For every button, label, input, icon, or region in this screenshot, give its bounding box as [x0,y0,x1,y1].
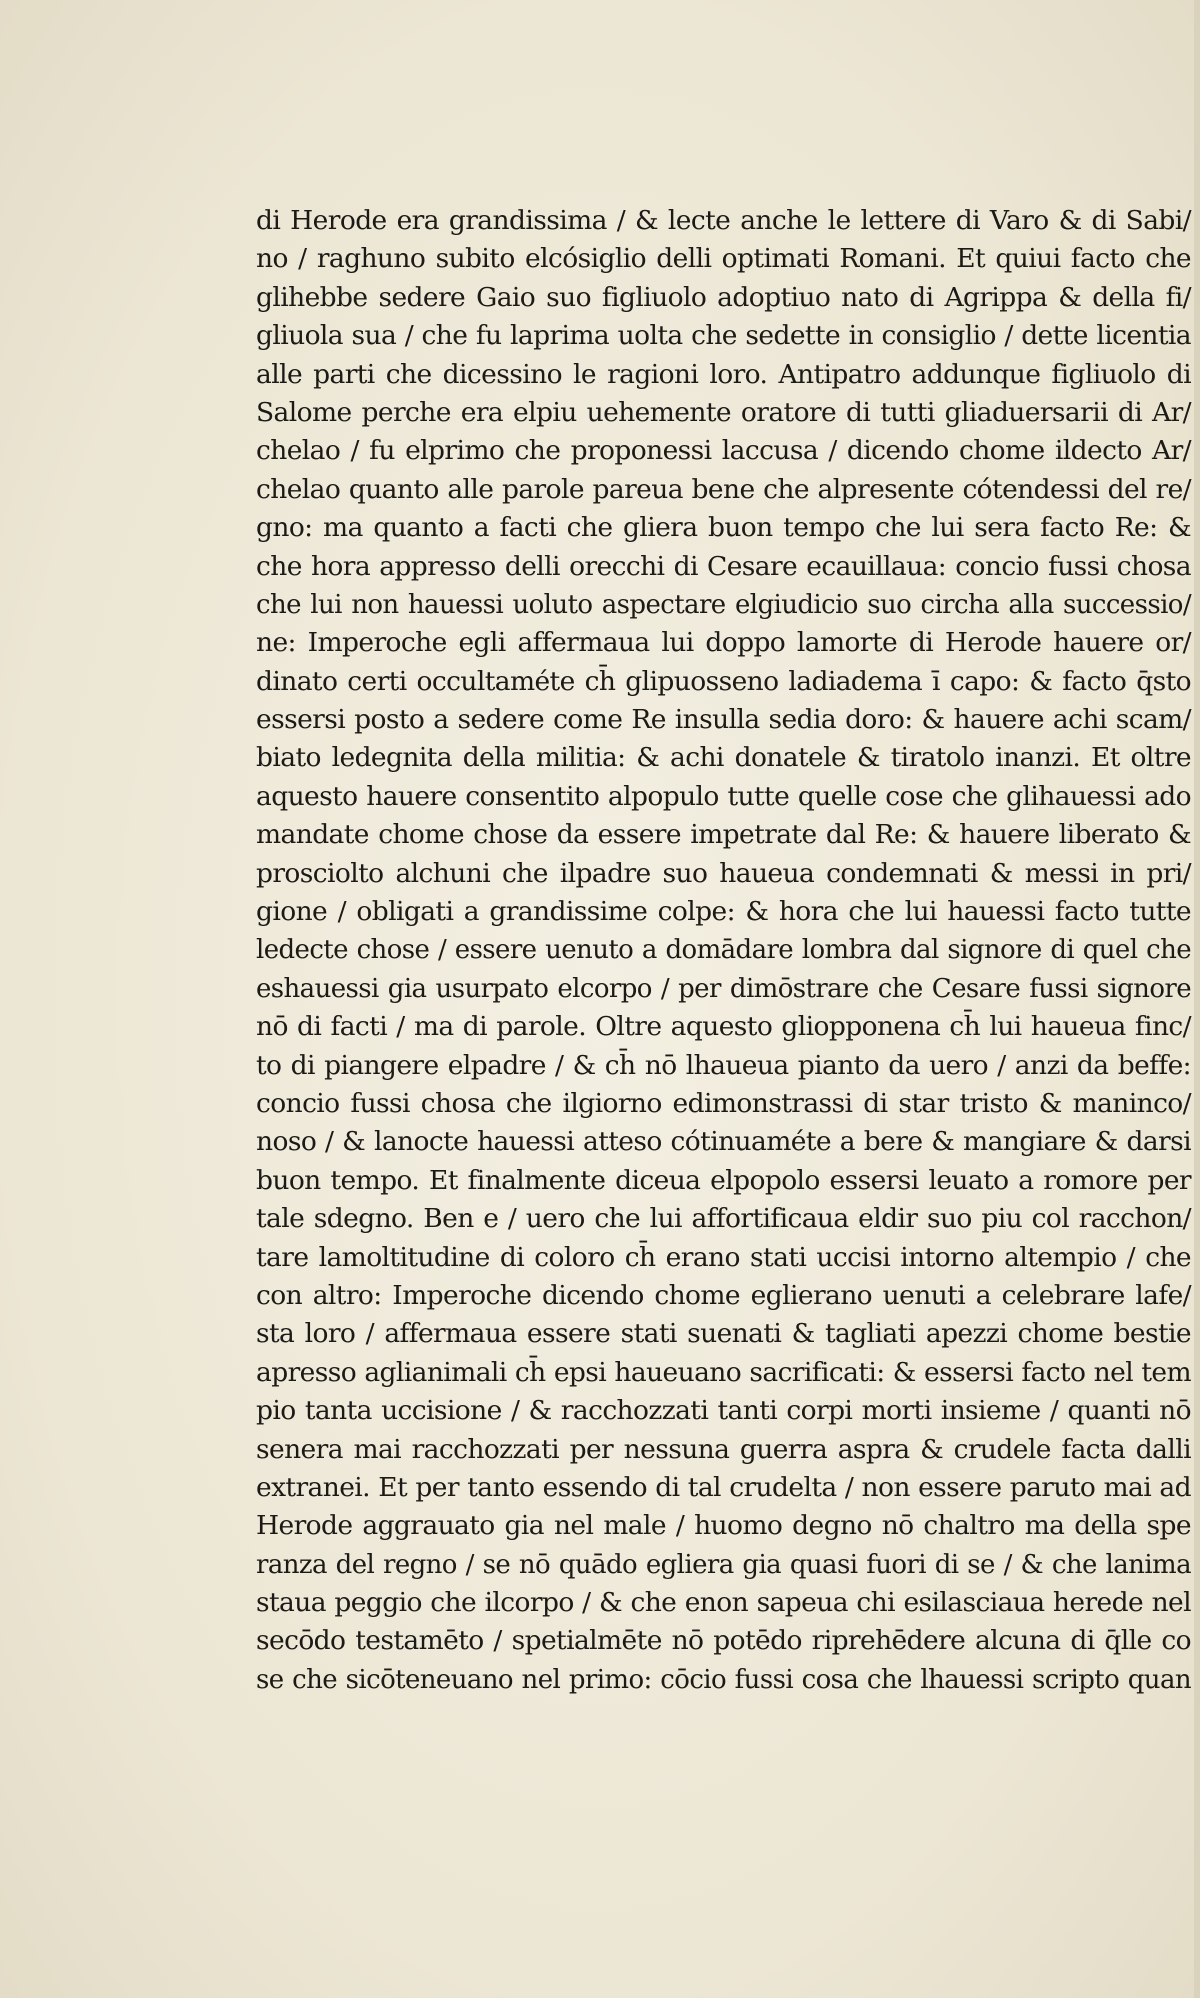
text-line: mandate chome chose da essere impetrate dal Re: & hauere liberato & [256,819,1191,851]
text-line: buon tempo. Et finalmente diceua elpopolo essersi leuato a romore per [256,1164,1191,1196]
text-line: tare lamoltitudine di coloro ch̄ erano stati uccisi intorno altempio / che [256,1241,1191,1273]
page-edge [1194,0,1200,1998]
text-line: concio fussi chosa che ilgiorno edimonstrassi di star tristo & maninco/ [256,1087,1191,1119]
text-line: essersi posto a sedere come Re insulla sedia doro: & hauere achi scam/ [256,704,1191,736]
text-line: staua peggio che ilcorpo / & che enon sapeua chi esilasciaua herede nel [256,1587,1191,1619]
text-line: pio tanta uccisione / & racchozzati tanti corpi morti insieme / quanti nō [256,1395,1191,1427]
text-line: sta loro / affermaua essere stati suenati & tagliati apezzi chome bestie [256,1318,1191,1350]
text-line: gno: ma quanto a facti che gliera buon tempo che lui sera facto Re: & [256,512,1191,544]
text-line: aquesto hauere consentito alpopulo tutte quelle cose che glihauessi ado [256,780,1191,812]
text-line: che lui non hauessi uoluto aspectare elgiudicio suo circha alla successio/ [256,589,1191,620]
text-line: prosciolto alchuni che ilpadre suo haueua condemnati & messi in pri/ [256,857,1191,889]
text-line: chelao / fu elprimo che proponessi laccusa / dicendo chome ildecto Ar/ [256,435,1191,467]
text-line: gliuola sua / che fu laprima uolta che sedette in consiglio / dette licentia [256,320,1191,352]
text-line: ne: Imperoche egli affermaua lui doppo lamorte di Herode hauere or/ [256,627,1191,659]
text-line: gione / obligati a grandissime colpe: & hora che lui hauessi facto tutte [256,896,1191,928]
text-column [256,202,1191,1699]
text-line: ledecte chose / essere uenuto a domādare lombra dal signore di quel che [256,935,1191,966]
text-line: Herode aggrauato gia nel male / huomo degno nō chaltro ma della spe [256,1510,1191,1542]
text-line: alle parti che dicessino le ragioni loro. Antipatro addunque figliuolo di [256,358,1191,390]
text-line: apresso aglianimali ch̄ epsi haueuano sacrificati: & essersi facto nel tem [256,1356,1191,1388]
text-line: nō di facti / ma di parole. Oltre aquesto gliopponena ch̄ lui haueua finc/ [256,1011,1191,1043]
text-line: eshauessi gia usurpato elcorpo / per dimōstrare che Cesare fussi signore [256,973,1191,1004]
text-line: ranza del regno / se nō quādo egliera gia quasi fuori di se / & che lanima [256,1549,1191,1580]
text-line: dinato certi occultaméte ch̄ glipuosseno ladiadema ī capo: & facto q̄sto [256,665,1191,697]
text-line: extranei. Et per tanto essendo di tal crudelta / non essere paruto mai ad [256,1471,1191,1503]
text-line: di Herode era grandissima / & lecte anche le lettere di Varo & di Sabi/ [256,205,1191,236]
text-line: no / raghuno subito elcósiglio delli optimati Romani. Et quiui facto che [256,243,1191,275]
text-line: glihebbe sedere Gaio suo figliuolo adoptiuo nato di Agrippa & della fi/ [256,281,1191,313]
text-line: biato ledegnita della militia: & achi donatele & tiratolo inanzi. Et oltre [256,742,1191,774]
text-line: con altro: Imperoche dicendo chome eglierano uenuti a celebrare lafe/ [256,1279,1191,1311]
text-line: senera mai racchozzati per nessuna guerra aspra & crudele facta dalli [256,1433,1191,1465]
text-line: chelao quanto alle parole pareua bene che alpresente cótendessi del re/ [256,473,1191,505]
text-line: to di piangere elpadre / & ch̄ nō lhaueua pianto da uero / anzi da beffe: [256,1049,1191,1081]
text-line: tale sdegno. Ben e / uero che lui affortificaua eldir suo piu col racchon/ [256,1203,1191,1235]
text-line: noso / & lanocte hauessi atteso cótinuaméte a bere & mangiare & darsi [256,1126,1191,1158]
text-line: secōdo testamēto / spetialmēte nō potēdo riprehēdere alcuna di q̄lle co [256,1625,1191,1657]
text-line: Salome perche era elpiu uehemente oratore di tutti gliaduersarii di Ar/ [256,396,1191,428]
text-line: se che sicōteneuano nel primo: cōcio fussi cosa che lhauessi scripto quan [256,1664,1191,1695]
text-line: che hora appresso delli orecchi di Cesare ecauillaua: concio fussi chosa [256,550,1191,582]
